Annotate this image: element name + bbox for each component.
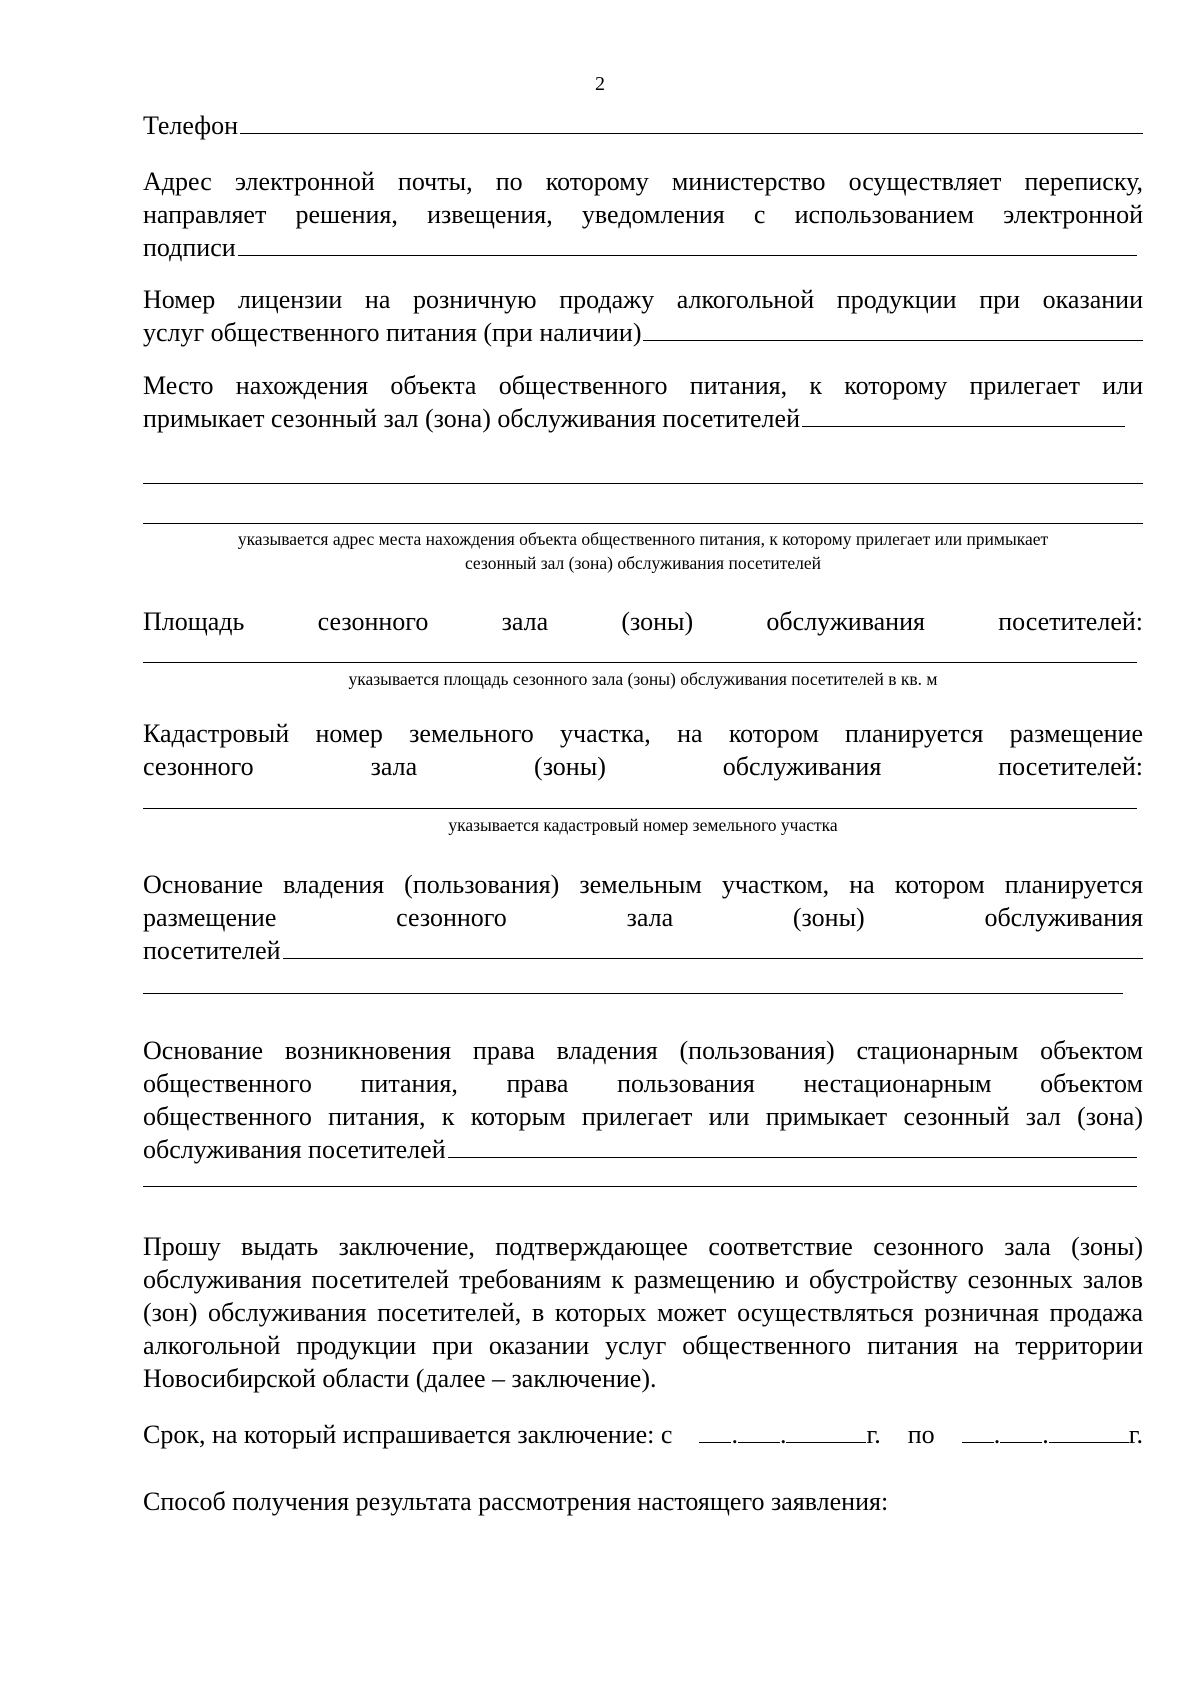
land-basis-text-line3 xyxy=(143,934,1143,967)
object-basis-input-line[interactable] xyxy=(448,1156,1137,1158)
object-basis-word-1: общественного xyxy=(143,1069,312,1098)
object-basis-line3: общественного питания, к которым прилегает или примыкает сезонный зал (зона) xyxy=(143,1102,1143,1131)
location-caption-line2: сезонный зал (зона) обслуживания посетителей xyxy=(464,553,822,573)
term-to-month[interactable] xyxy=(1000,1420,1042,1443)
term-from-year[interactable] xyxy=(786,1420,866,1443)
phone-input-line[interactable] xyxy=(240,132,1143,134)
license-text-line2 xyxy=(143,316,1143,349)
license-line2: услуг общественного питания (при наличии) xyxy=(143,318,642,347)
location-line2: примыкает сезонный зал (зона) обслуживания посетителей xyxy=(143,404,800,433)
land-basis-word-1: размещение xyxy=(143,903,277,932)
cadastral-line2 xyxy=(143,750,1143,783)
location-text-line2 xyxy=(143,402,1143,435)
object-basis-text-line4 xyxy=(143,1133,1143,1166)
land-basis-word-2: сезонного xyxy=(396,903,507,932)
cadastral-field xyxy=(143,717,1143,783)
land-basis-word-3: зала xyxy=(626,903,674,932)
cadastral-word-1: сезонного xyxy=(143,752,254,781)
term-to-day[interactable] xyxy=(962,1420,994,1443)
object-basis-line1: Основание возникновения права владения (пользования) стационарным объектом xyxy=(143,1036,1143,1065)
land-basis-input-line-2[interactable] xyxy=(143,993,1123,994)
email-input-line[interactable] xyxy=(238,254,1137,256)
land-basis-line1: Основание владения (пользования) земельным участком, на котором планируется xyxy=(143,870,1143,899)
request-paragraph: Прошу выдать заключение, подтверждающее соответствие сезонного зала (зоны) обслуживания посетителей требованиям к размещению и обустройству сезонных залов (зон) обслуживания посетителей, в которых может осуществляться розничная продажа алкогольной продукции при оказании услуг общественного питания на территории Новосибирской области (далее – заключение). xyxy=(143,1232,1143,1393)
email-text-line3 xyxy=(143,231,1143,264)
cadastral-word-3: (зоны) xyxy=(534,752,606,781)
term-dot-4: . xyxy=(1042,1420,1049,1449)
location-input-line-3[interactable] xyxy=(143,523,1143,524)
object-basis-word-5: нестационарным xyxy=(803,1069,992,1098)
term-year-suffix-2: г. xyxy=(1128,1420,1143,1449)
cadastral-word-5: посетителей: xyxy=(998,752,1143,781)
cadastral-caption: указывается кадастровый номер земельного участка xyxy=(448,815,838,835)
object-basis-field xyxy=(143,1034,1143,1166)
term-label: Срок, на который испрашивается заключение: с xyxy=(143,1420,673,1449)
land-basis-input-line[interactable] xyxy=(283,957,1143,959)
land-basis-field xyxy=(143,868,1143,967)
license-field xyxy=(143,283,1143,349)
license-line1: Номер лицензии на розничную продажу алкогольной продукции при оказании xyxy=(143,285,1143,314)
object-basis-word-3: права xyxy=(506,1069,569,1098)
area-word-4: (зоны) xyxy=(621,607,694,636)
location-field xyxy=(143,369,1143,435)
object-basis-line2 xyxy=(143,1067,1143,1100)
term-field xyxy=(143,1418,1143,1451)
location-input-line-2[interactable] xyxy=(143,483,1143,484)
location-caption-line1: указывается адрес места нахождения объекта общественного питания, к которому прилегает или примыкает xyxy=(237,529,1049,549)
area-input-line[interactable] xyxy=(143,662,1137,663)
area-word-5: обслуживания xyxy=(766,607,925,636)
term-to-label: по xyxy=(907,1420,935,1449)
land-basis-word-4: (зоны) xyxy=(792,903,865,932)
term-dot-1: . xyxy=(731,1420,738,1449)
cadastral-line1: Кадастровый номер земельного участка, на котором планируется размещение xyxy=(143,719,1143,748)
land-basis-word-5: обслуживания xyxy=(984,903,1143,932)
page-number: 2 xyxy=(595,73,605,95)
email-text-line1 xyxy=(143,165,1143,198)
location-line1: Место нахождения объекта общественного питания, к которому прилегает или xyxy=(143,371,1143,400)
area-word-6: посетителей: xyxy=(998,607,1143,636)
area-word-2: сезонного xyxy=(317,607,429,636)
email-line2: направляет решения, извещения, уведомления с использованием электронной xyxy=(143,200,1143,229)
term-from-day[interactable] xyxy=(699,1420,731,1443)
location-caption xyxy=(143,527,1143,575)
license-input-line[interactable] xyxy=(643,339,1143,341)
phone-field xyxy=(143,109,1143,142)
term-dot-2: . xyxy=(779,1420,787,1449)
area-word-1: Площадь xyxy=(143,607,245,636)
object-basis-word-4: пользования xyxy=(617,1069,755,1098)
term-dot-3: . xyxy=(993,1420,1001,1449)
area-caption: указывается площадь сезонного зала (зоны) обслуживания посетителей в кв. м xyxy=(348,669,938,689)
area-word-3: зала xyxy=(501,607,549,636)
term-to-year[interactable] xyxy=(1049,1420,1129,1443)
object-basis-line4: обслуживания посетителей xyxy=(143,1135,446,1164)
cadastral-input-line[interactable] xyxy=(143,808,1137,809)
cadastral-word-4: обслуживания xyxy=(722,752,882,781)
method-label: Способ получения результата рассмотрения настоящего заявления: xyxy=(143,1487,889,1516)
land-basis-line3: посетителей xyxy=(143,936,281,965)
object-basis-word-2: питания, xyxy=(360,1069,458,1098)
email-field xyxy=(143,165,1143,264)
term-from-month[interactable] xyxy=(738,1420,780,1443)
term-year-suffix-1: г. xyxy=(866,1420,881,1449)
location-input-line[interactable] xyxy=(802,425,1125,427)
area-heading xyxy=(143,605,1143,638)
cadastral-word-2: зала xyxy=(370,752,418,781)
term-from-date xyxy=(699,1418,880,1451)
object-basis-word-6: объектом xyxy=(1040,1069,1143,1098)
email-line1: Адрес электронной почты, по которому министерство осуществляет переписку, xyxy=(143,167,1143,196)
land-basis-line2 xyxy=(143,901,1143,934)
phone-label: Телефон xyxy=(143,111,239,140)
term-to-date xyxy=(962,1418,1143,1451)
email-text-line2 xyxy=(143,198,1143,231)
object-basis-input-line-2[interactable] xyxy=(143,1186,1137,1187)
email-line3: подписи xyxy=(143,233,236,262)
